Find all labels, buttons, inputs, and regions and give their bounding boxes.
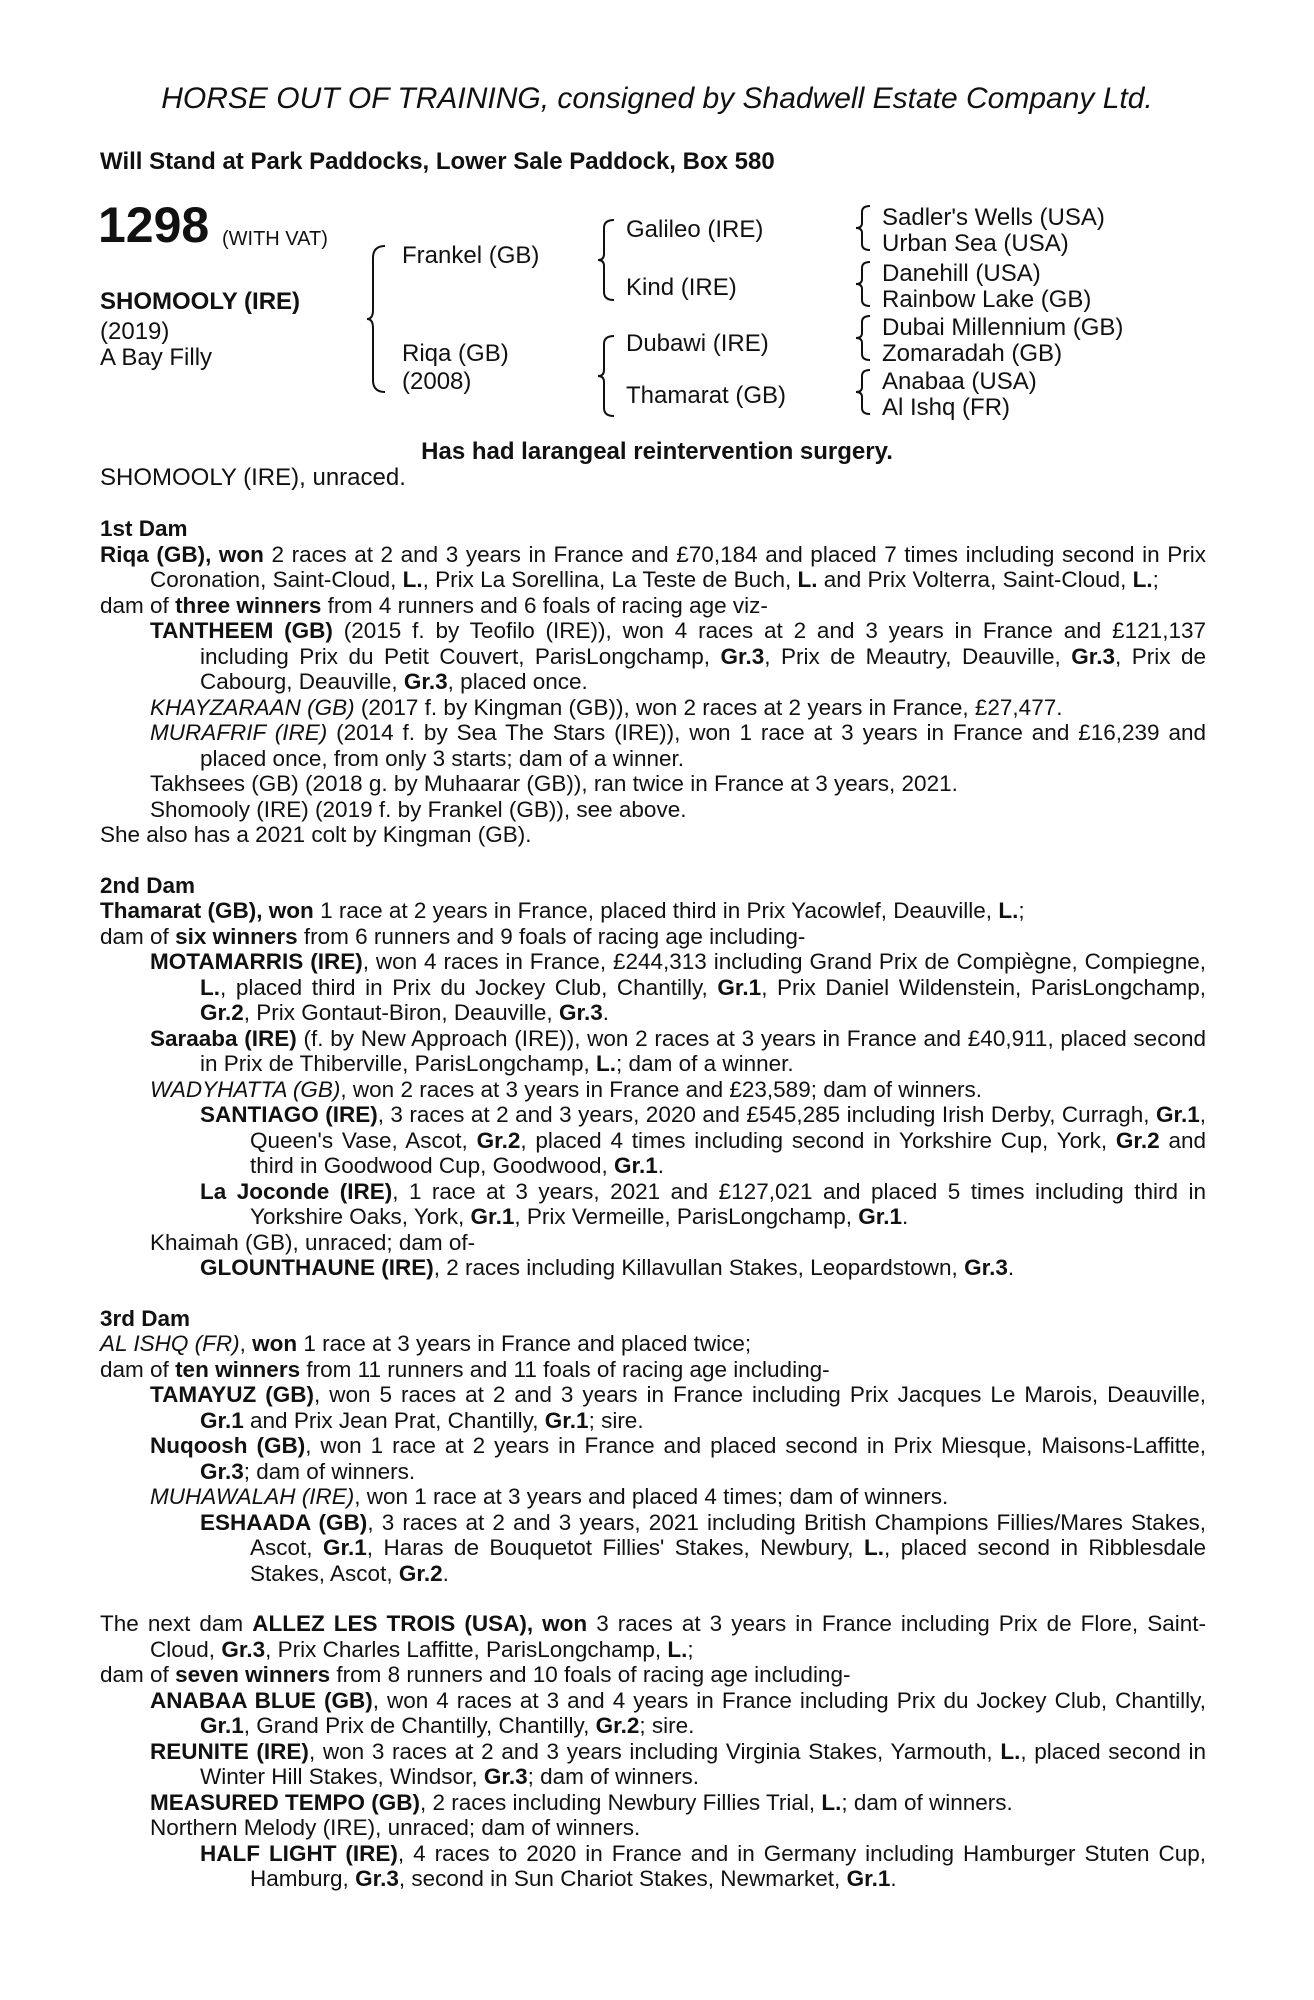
produce-entry: MUHAWALAH (IRE), won 1 race at 3 years and placed 4 times; dam of winners.: [150, 1484, 949, 1509]
stand-location: Will Stand at Park Paddocks, Lower Sale Paddock, Box 580: [100, 148, 775, 175]
pedigree-ssd: Urban Sea (USA): [882, 230, 1069, 257]
pedigree-sire-dam: Kind (IRE): [626, 274, 737, 301]
produce-entry: Khaimah (GB), unraced; dam of-: [150, 1229, 476, 1255]
produce-entry: MOTAMARRIS (IRE), won 4 races in France, £244,313 including Grand Prix de Compiègne, Compiegne, L., placed third in Prix du Jockey Club, Chantilly, Gr.1, Prix Daniel Wildenstein, ParisLongchamp, Gr.2, Prix Gontaut-Biron, Deauville, Gr.3.: [150, 949, 1207, 1025]
horse-name: SHOMOOLY (IRE): [100, 288, 301, 315]
produce-entry: Nuqoosh (GB), won 1 race at 2 years in France and placed second in Prix Miesque, Maisons-Laffitte, Gr.3; dam of winners.: [150, 1433, 1206, 1484]
produce-entry: WADYHATTA (GB), won 2 races at 3 years in France and £23,589; dam of winners.: [150, 1076, 983, 1102]
dam-entry: Riqa (GB), won 2 races at 2 and 3 years in France and £70,184 and placed 7 times including second in Prix Coronation, Saint-Cloud, L., Prix La Sorellina, La Teste de Buch, L. and Prix Volterra, Saint-Cloud, L.;: [100, 541, 1206, 592]
pedigree-dam-dam: Thamarat (GB): [626, 382, 787, 409]
produce-summary: dam of three winners from 4 runners and 6 foals of racing age viz-: [100, 592, 768, 618]
produce-summary: dam of ten winners from 11 runners and 11 foals of racing age including-: [100, 1356, 830, 1382]
produce-entry: She also has a 2021 colt by Kingman (GB).: [100, 822, 532, 847]
produce-entry: Saraaba (IRE) (f. by New Approach (IRE)), won 2 races at 3 years in France and £40,911, placed second in Prix de Thiberville, ParisLongchamp, L.; dam of a winner.: [150, 1025, 1206, 1076]
produce-entry: MEASURED TEMPO (GB), 2 races including Newbury Fillies Trial, L.; dam of winners.: [150, 1789, 1013, 1815]
produce-entry: TAMAYUZ (GB), won 5 races at 2 and 3 years in France including Prix Jacques Le Marois, Deauville, Gr.1 and Prix Jean Prat, Chantilly, Gr.1; sire.: [150, 1382, 1206, 1433]
pedigree-brace-dd: [854, 368, 872, 416]
section-heading-3rd-dam: 3rd Dam: [100, 1305, 191, 1331]
pedigree-dam-sire: Dubawi (IRE): [626, 330, 769, 357]
dam-entry: Thamarat (GB), won 1 race at 2 years in France, placed third in Prix Yacowlef, Deauville, L.;: [100, 898, 1025, 923]
produce-entry: La Joconde (IRE), 1 race at 3 years, 2021 and £127,021 and placed 5 times including third in Yorkshire Oaks, York, Gr.1, Prix Vermeille, ParisLongchamp, Gr.1.: [200, 1178, 1206, 1229]
produce-entry: TANTHEEM (GB) (2015 f. by Teofilo (IRE)), won 4 races at 2 and 3 years in France and £121,137 including Prix du Petit Couvert, ParisLongchamp, Gr.3, Prix de Meautry, Deauville, Gr.3, Prix de Cabourg, Deauville, Gr.3, placed once.: [150, 618, 1206, 694]
dam-entry: The next dam ALLEZ LES TROIS (USA), won 3 races at 3 years in France including Prix de Flore, Saint-Cloud, Gr.3, Prix Charles Laffitte, ParisLongchamp, L.;: [100, 1611, 1206, 1662]
pedigree-dam: Riqa (GB): [402, 340, 509, 367]
pedigree-sss: Sadler's Wells (USA): [882, 204, 1105, 231]
produce-summary: dam of seven winners from 8 runners and 10 foals of racing age including-: [100, 1662, 851, 1687]
produce-entry: GLOUNTHAUNE (IRE), 2 races including Killavullan Stakes, Leopardstown, Gr.3.: [200, 1255, 1015, 1280]
pedigree-dss: Dubai Millennium (GB): [882, 314, 1124, 341]
section-heading-2nd-dam: 2nd Dam: [100, 872, 196, 898]
pedigree-dsd: Zomaradah (GB): [882, 340, 1063, 367]
pedigree-dam-year: (2008): [402, 368, 472, 395]
surgery-note: Has had larangeal reintervention surgery.: [421, 438, 893, 465]
horse-year: (2019): [100, 318, 170, 345]
pedigree-sire: Frankel (GB): [402, 242, 540, 269]
produce-entry: HALF LIGHT (IRE), 4 races to 2020 in France and in Germany including Hamburger Stuten Cup, Hamburg, Gr.3, second in Sun Chariot Stakes, Newmarket, Gr.1.: [200, 1840, 1206, 1891]
pedigree-brace-ss: [854, 204, 872, 252]
produce-entry: KHAYZARAAN (GB) (2017 f. by Kingman (GB)), won 2 races at 2 years in France, £27,477.: [150, 694, 1063, 720]
pedigree-brace-ds: [854, 314, 872, 362]
pedigree-sire-sire: Galileo (IRE): [626, 216, 764, 243]
horse-description: A Bay Filly: [100, 344, 213, 371]
produce-entry: Shomooly (IRE) (2019 f. by Frankel (GB)), see above.: [150, 796, 687, 822]
pedigree-brace-sire: [596, 218, 616, 302]
pedigree-ddd: Al Ishq (FR): [882, 394, 1011, 421]
pedigree-dds: Anabaa (USA): [882, 368, 1037, 395]
lot-number: 1298: [98, 197, 210, 253]
produce-entry: ESHAADA (GB), 3 races at 2 and 3 years, 2021 including British Champions Fillies/Mares Stakes, Ascot, Gr.1, Haras de Bouquetot Fillies' Stakes, Newbury, L., placed second in Ribblesdale Stakes, Ascot, Gr.2.: [200, 1509, 1206, 1586]
produce-entry: REUNITE (IRE), won 3 races at 2 and 3 years including Virginia Stakes, Yarmouth, L., placed second in Winter Hill Stakes, Windsor, Gr.3; dam of winners.: [150, 1738, 1207, 1789]
pedigree-brace-main: [365, 244, 387, 394]
produce-entry: MURAFRIF (IRE) (2014 f. by Sea The Stars (IRE)), won 1 race at 3 years in France and £16,239 and placed once, from only 3 starts; dam of a winner.: [150, 720, 1206, 771]
pedigree-sdd: Rainbow Lake (GB): [882, 286, 1092, 313]
section-heading-1st-dam: 1st Dam: [100, 516, 188, 541]
produce-entry: ANABAA BLUE (GB), won 4 races at 3 and 4 years in France including Prix du Jockey Club, Chantilly, Gr.1, Grand Prix de Chantilly, Chantilly, Gr.2; sire.: [150, 1687, 1206, 1738]
produce-summary: dam of six winners from 6 runners and 9 foals of racing age including-: [100, 923, 806, 949]
pedigree-brace-sd: [854, 260, 872, 308]
produce-entry: SANTIAGO (IRE), 3 races at 2 and 3 years, 2020 and £545,285 including Irish Derby, Curragh, Gr.1, Queen's Vase, Ascot, Gr.2, placed 4 times including second in Yorkshire Cup, York, Gr.2 and third in Goodwood Cup, Goodwood, Gr.1.: [200, 1102, 1206, 1178]
vat-note: (WITH VAT): [222, 228, 328, 250]
produce-entry: Takhsees (GB) (2018 g. by Muhaarar (GB)), ran twice in France at 3 years, 2021.: [150, 771, 958, 796]
pedigree-sds: Danehill (USA): [882, 260, 1041, 287]
dam-entry: AL ISHQ (FR), won 1 race at 3 years in France and placed twice;: [100, 1331, 752, 1356]
produce-entry: Northern Melody (IRE), unraced; dam of winners.: [150, 1815, 641, 1840]
unraced-note: SHOMOOLY (IRE), unraced.: [100, 464, 406, 491]
pedigree-notes: [100, 516, 1206, 1892]
pedigree-brace-dam: [596, 334, 616, 418]
page-title: HORSE OUT OF TRAINING, consigned by Shadwell Estate Company Ltd.: [161, 82, 1153, 115]
